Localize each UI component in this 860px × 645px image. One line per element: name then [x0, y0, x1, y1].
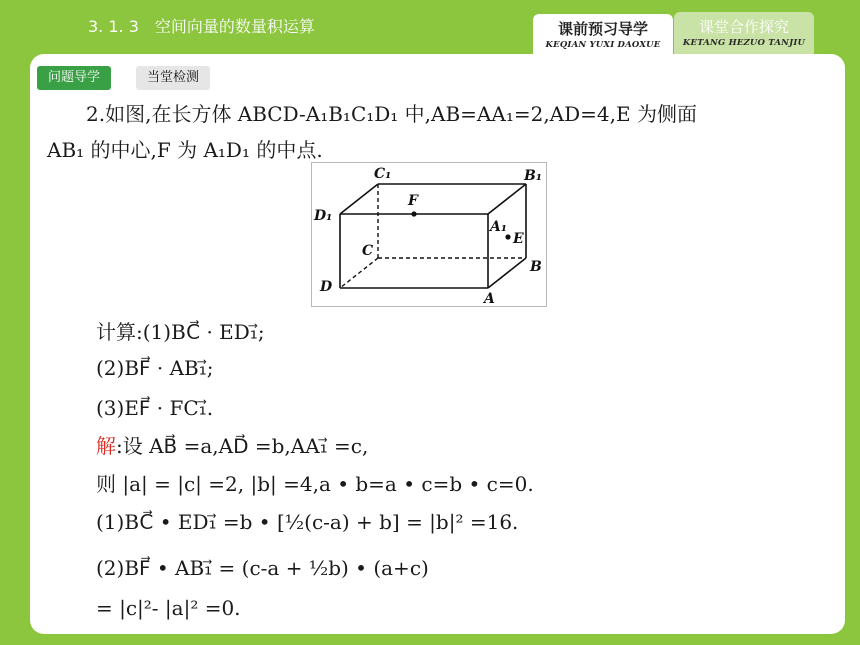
label-c1: C₁ [374, 166, 392, 182]
point-e [505, 234, 510, 239]
solution-label: 解 [96, 434, 116, 458]
tab-preview-pinyin: KEQIAN YUXI DAOXUE [545, 40, 661, 50]
edge-d1-c1 [340, 184, 378, 214]
label-a: A [484, 291, 495, 306]
label-a1: A₁ [490, 219, 507, 235]
solution-line-2: (1)BC⃗ • ED₁⃗ =b • [½(c-a) + b] = |b|² =16. [96, 510, 519, 534]
subtab-quiz[interactable]: 当堂检测 [136, 66, 210, 90]
solution-setup-line [96, 430, 368, 459]
tab-preview[interactable] [533, 14, 673, 54]
label-b: B [530, 259, 542, 275]
label-f: F [408, 193, 418, 209]
edge-b-a [488, 258, 526, 288]
edge-b1-a1 [488, 184, 526, 214]
cuboid-diagram [312, 163, 546, 306]
solution-line-3: (2)BF⃗ • AB₁⃗ = (c-a + ½b) • (a+c) [96, 556, 429, 580]
problem-line-1: 2.如图,在长方体 ABCD-A₁B₁C₁D₁ 中,AB=AA₁=2,AD=4,E 为侧面 [86, 102, 697, 126]
label-d: D [320, 279, 333, 295]
tab-explore[interactable] [674, 12, 814, 54]
content-panel [30, 54, 845, 634]
question-2: (2)BF⃗ · AB₁⃗; [96, 356, 214, 380]
header-bar [0, 0, 860, 54]
section-title: 3. 1. 3 空间向量的数量积运算 [88, 17, 315, 36]
tab-explore-label: 课堂合作探究 [698, 18, 789, 36]
hidden-edge-c-d [340, 258, 378, 288]
question-1: 计算:(1)BC⃗ · ED₁⃗; [96, 320, 265, 344]
solution-line-4: = |c|²- |a|² =0. [96, 596, 241, 620]
label-d1: D₁ [314, 208, 333, 224]
label-c: C [362, 243, 374, 259]
tab-preview-label: 课前预习导学 [557, 20, 648, 38]
subtab-problem-guide[interactable]: 问题导学 [37, 66, 111, 90]
point-f [411, 211, 416, 216]
question-3: (3)EF⃗ · FC₁⃗. [96, 396, 214, 420]
problem-line-2: AB₁ 的中心,F 为 A₁D₁ 的中点. [47, 138, 323, 162]
label-e: E [513, 231, 524, 247]
tab-explore-pinyin: KETANG HEZUO TANJIU [682, 38, 806, 48]
cuboid-figure [311, 162, 547, 307]
solution-line-1: 则 |a| = |c| =2, |b| =4,a • b=a • c=b • c=0. [96, 472, 534, 496]
label-b1: B₁ [524, 168, 542, 184]
solution-setup: :设 AB⃗ =a,AD⃗ =b,AA₁⃗ =c, [116, 434, 369, 458]
